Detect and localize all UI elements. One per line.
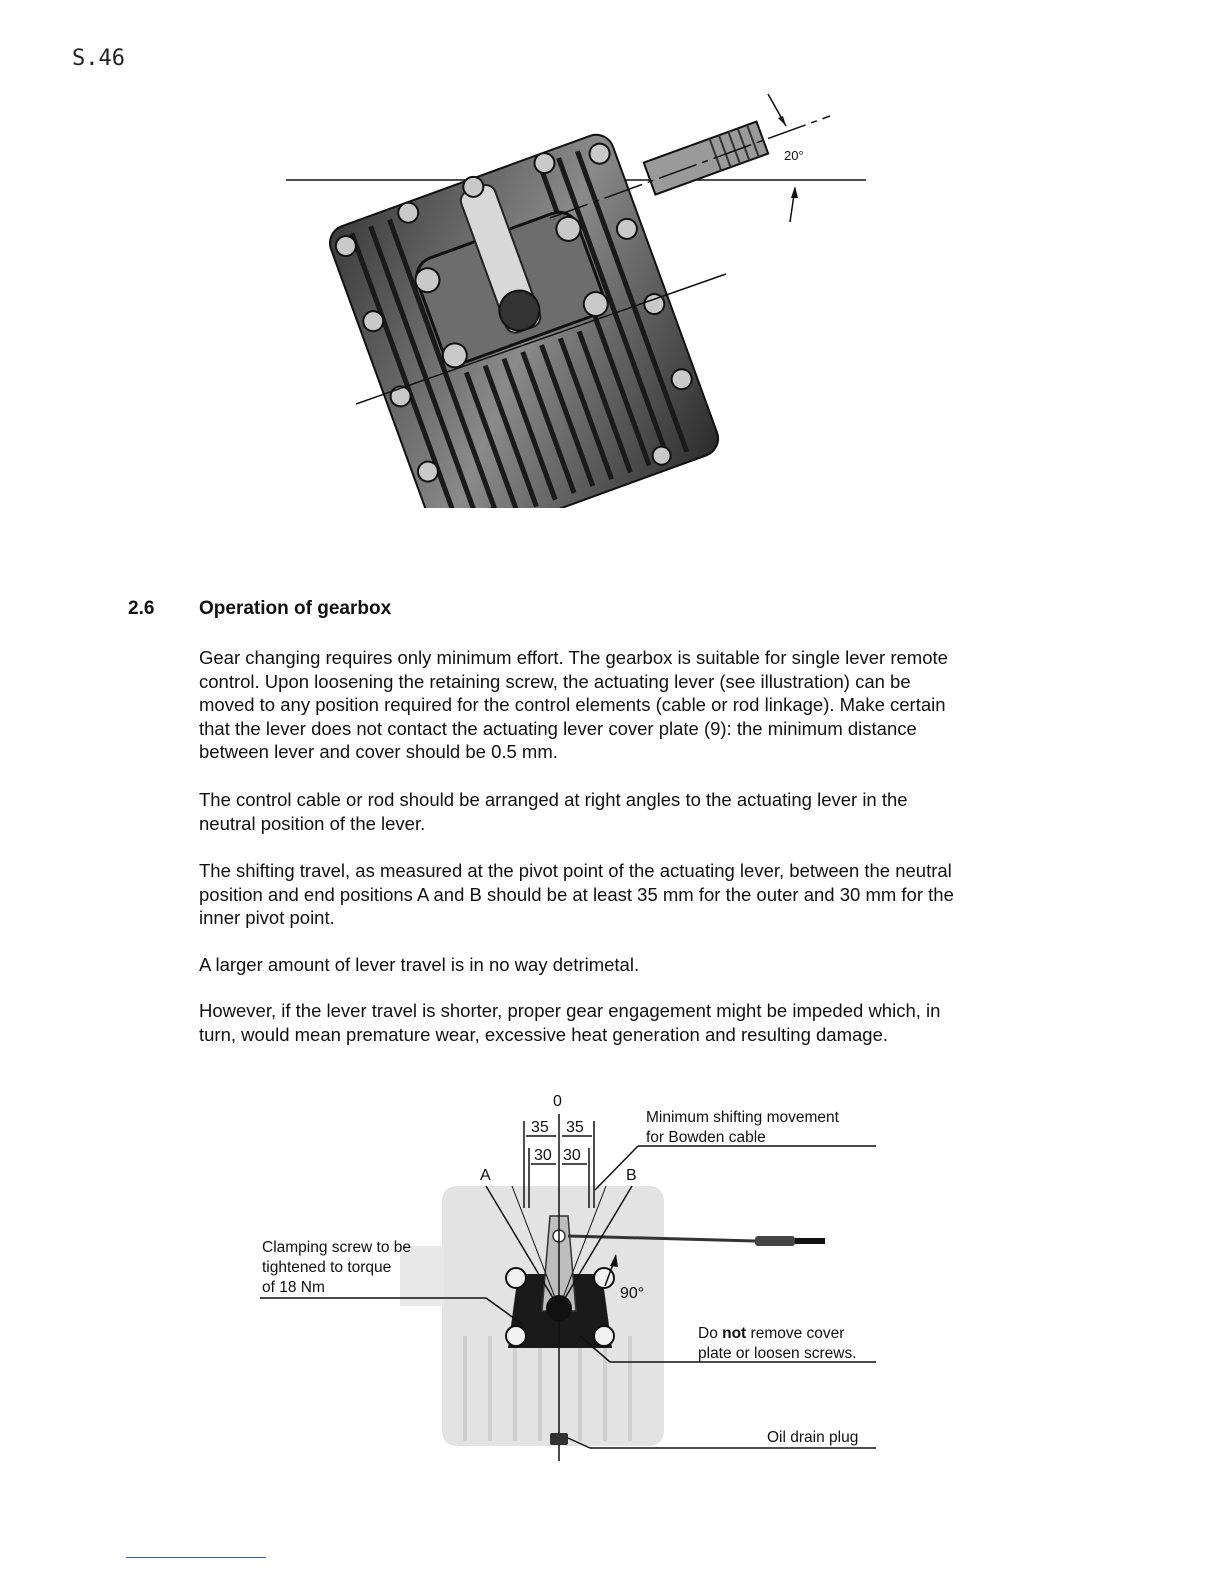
drain-callout-label: Oil drain plug: [767, 1429, 859, 1446]
position-b-label: B: [626, 1167, 637, 1184]
bowden-callout-line2: for Bowden cable: [646, 1129, 766, 1146]
gearbox-photo: [280, 88, 880, 508]
position-a-label: A: [480, 1167, 491, 1184]
inner-travel-left: 30: [534, 1147, 552, 1164]
clamp-callout-line2: tightened to torque: [262, 1259, 392, 1276]
angle-label: 20°: [784, 148, 804, 163]
paragraph-right-angles: The control cable or rod should be arranged at right angles to the actuating lever in the neutral position of the lever.: [199, 789, 908, 834]
paragraph-shifting-travel: The shifting travel, as measured at the pivot point of the actuating lever, between the neutral position and end positions A and B should be at least 35 mm for the outer and 30 mm for the inner pivot point.: [199, 860, 954, 928]
clamp-callout-line3: of 18 Nm: [262, 1279, 325, 1296]
output-shaft: [644, 122, 768, 195]
oil-drain-plug: [550, 1433, 568, 1445]
bowden-callout-line1: Minimum shifting movement: [646, 1109, 839, 1126]
page-number: S.46: [72, 46, 125, 71]
outer-travel-right: 35: [566, 1119, 584, 1136]
right-angle-label: 90°: [620, 1285, 645, 1302]
outer-travel-left: 35: [531, 1119, 549, 1136]
clamp-callout-line1: Clamping screw to be: [262, 1239, 412, 1256]
lever-diagram: [250, 1086, 890, 1466]
zero-position-label: 0: [553, 1093, 562, 1110]
section-title: Operation of gearbox: [199, 598, 392, 619]
inner-travel-right: 30: [563, 1147, 581, 1164]
cover-callout-line1: Do not remove cover: [698, 1325, 845, 1342]
cover-callout-line2: plate or loosen screws.: [698, 1345, 857, 1362]
paragraph-lever-adjustment: Gear changing requires only minimum effort. The gearbox is suitable for single lever remote control. Upon loosening the retaining screw, the actuating lever (see illustration) can be moved to any position required for the control elements (cable or rod linkage). Make certain that the lever does not contact the actuating lever cover plate (9): the minimum distance between lever and cover should be 0.5 mm.: [199, 647, 948, 762]
paragraph-larger-travel: A larger amount of lever travel is in no way detrimetal.: [199, 954, 640, 975]
paragraph-shorter-travel: However, if the lever travel is shorter, proper gear engagement might be impeded which, in turn, would mean premature wear, excessive heat generation and resulting damage.: [199, 1000, 941, 1045]
section-number: 2.6: [128, 598, 155, 619]
footer-rule: [126, 1557, 266, 1558]
